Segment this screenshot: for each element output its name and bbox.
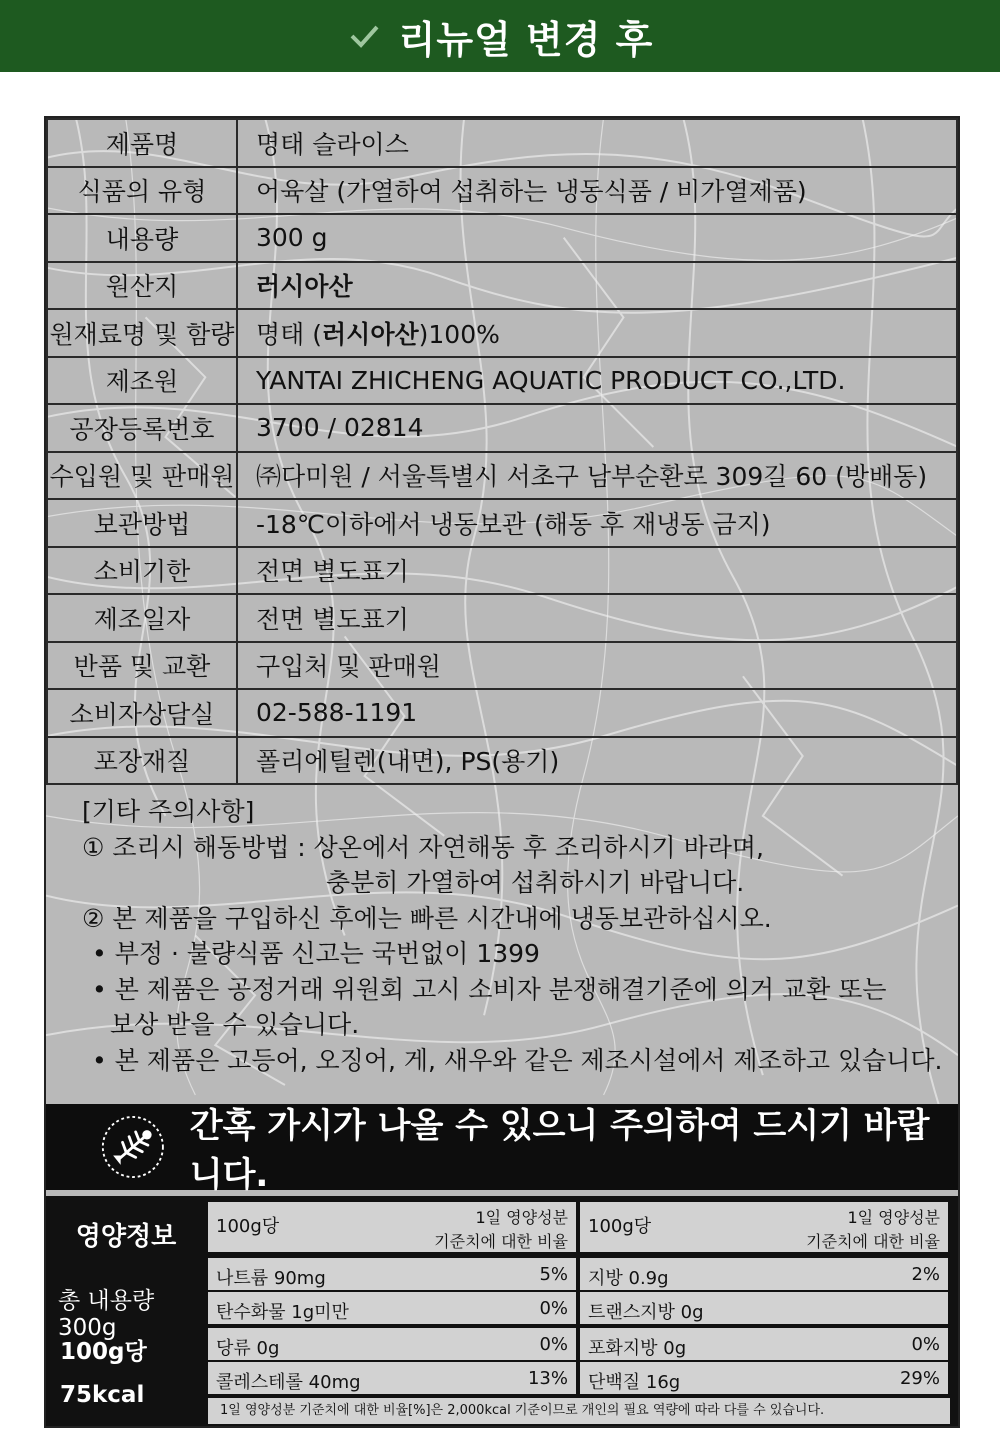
product-label	[44, 116, 960, 1428]
table-row	[47, 309, 957, 357]
table-row	[47, 499, 957, 547]
nutrient-row	[208, 1258, 576, 1290]
fish-bone-icon	[100, 1112, 166, 1182]
bullet-item: • 본 제품은 공정거래 위원회 고시 소비자 분쟁해결기준에 의거 교환 또는	[92, 974, 887, 1004]
row-key: 소비자상담실	[47, 689, 237, 737]
row-value: YANTAI ZHICHENG AQUATIC PRODUCT CO.,LTD.	[237, 357, 957, 405]
nutrient-pct: 2%	[911, 1264, 940, 1285]
checkmark-icon	[347, 19, 381, 53]
nutrient-row	[580, 1362, 948, 1394]
row-value	[237, 309, 957, 357]
nutrient-row	[208, 1362, 576, 1394]
header-daily-line2: 기준치에 대한 비율	[806, 1232, 940, 1251]
bullet-item-continued: 보상 받을 수 있습니다.	[110, 1010, 360, 1039]
nutrition-facts	[46, 1196, 958, 1428]
row-key: 식품의 유형	[47, 167, 237, 215]
table-row	[47, 119, 957, 167]
header-daily-line2: 기준치에 대한 비율	[434, 1232, 568, 1251]
value-text: 명태 (	[256, 319, 323, 349]
row-key: 수입원 및 판매원	[47, 452, 237, 500]
row-key: 반품 및 교환	[47, 642, 237, 690]
nutrient-pct: 0%	[539, 1334, 568, 1355]
nutrient-row	[580, 1328, 948, 1360]
product-info-table	[46, 118, 958, 785]
row-value: 명태 슬라이스	[237, 119, 957, 167]
nutrient-pct: 0%	[539, 1298, 568, 1319]
row-value: 폴리에틸렌(내면), PS(용기)	[237, 737, 957, 785]
nutrition-footnote: 1일 영양성분 기준치에 대한 비율[%]은 2,000kcal 기준이므로 개인의 필요 역량에 따라 다를 수 있습니다.	[208, 1398, 950, 1424]
precautions-title: [기타 주의사항]	[82, 797, 255, 826]
table-row	[47, 642, 957, 690]
row-value: 러시아산	[237, 262, 957, 310]
precaution-item: ② 본 제품을 구입하신 후에는 빠른 시간내에 냉동보관하십시오.	[82, 903, 772, 933]
banner-title: 리뉴얼 변경 후	[398, 17, 654, 62]
nutrient-pct: 5%	[539, 1264, 568, 1285]
header-daily-value	[434, 1206, 568, 1254]
row-key: 제조일자	[47, 594, 237, 642]
row-value: -18℃이하에서 냉동보관 (해동 후 재냉동 금지)	[237, 499, 957, 547]
header-per: 100g당	[216, 1216, 280, 1237]
nutrient-row	[580, 1292, 948, 1324]
table-row	[47, 357, 957, 405]
nutrient-name: 콜레스테롤 40mg	[216, 1372, 361, 1393]
nutrition-header	[208, 1202, 576, 1252]
precautions-section	[82, 794, 952, 1078]
nutrient-name: 탄수화물 1g미만	[216, 1302, 349, 1323]
nutrient-row	[580, 1258, 948, 1290]
nutrition-kcal: 75kcal	[60, 1382, 145, 1408]
nutrient-pct: 13%	[527, 1368, 568, 1389]
nutrient-row	[208, 1292, 576, 1324]
row-value: 전면 별도표기	[237, 547, 957, 595]
nutrient-row	[208, 1328, 576, 1360]
precaution-item: ① 조리시 해동방법 : 상온에서 자연해동 후 조리하시기 바라며,	[82, 832, 764, 862]
row-value: 3700 / 02814	[237, 404, 957, 452]
row-value: 300 g	[237, 214, 957, 262]
table-row	[47, 737, 957, 785]
nutrition-summary	[46, 1196, 206, 1428]
table-row	[47, 547, 957, 595]
header-per: 100g당	[588, 1216, 652, 1237]
row-key: 소비기한	[47, 547, 237, 595]
row-key: 공장등록번호	[47, 404, 237, 452]
row-key: 포장재질	[47, 737, 237, 785]
table-row	[47, 167, 957, 215]
nutrition-per: 100g당	[60, 1339, 147, 1365]
table-row	[47, 452, 957, 500]
header-daily-value	[806, 1206, 940, 1254]
table-row	[47, 594, 957, 642]
header-daily-line1: 1일 영양성분	[475, 1208, 568, 1227]
table-row	[47, 262, 957, 310]
bone-warning-bar	[46, 1104, 958, 1195]
precaution-item-continued: 충분히 가열하여 섭취하시기 바랍니다.	[326, 868, 745, 897]
nutrition-header	[580, 1202, 948, 1252]
nutrient-name: 단백질 16g	[588, 1372, 681, 1393]
nutrient-pct: 29%	[899, 1368, 940, 1389]
origin-emphasis: 러시아산	[322, 319, 419, 349]
table-row	[47, 404, 957, 452]
bone-warning-text: 간혹 가시가 나올 수 있으니 주의하여 드시기 바랍니다.	[189, 1106, 930, 1195]
bullet-item: • 본 제품은 고등어, 오징어, 게, 새우와 같은 제조시설에서 제조하고 있습니다.	[92, 1045, 943, 1075]
nutrient-name: 당류 0g	[216, 1338, 280, 1359]
row-key: 제조원	[47, 357, 237, 405]
row-key: 보관방법	[47, 499, 237, 547]
row-value: 02-588-1191	[237, 689, 957, 737]
row-value: 전면 별도표기	[237, 594, 957, 642]
nutrient-pct: 0%	[911, 1334, 940, 1355]
table-row	[47, 214, 957, 262]
value-text: )100%	[418, 319, 500, 349]
row-value: 어육살 (가열하여 섭취하는 냉동식품 / 비가열제품)	[237, 167, 957, 215]
nutrient-name: 포화지방 0g	[588, 1338, 687, 1359]
header-banner	[0, 0, 1000, 72]
bullet-item: • 부정 · 불량식품 신고는 국번없이 1399	[92, 939, 540, 968]
header-daily-line1: 1일 영양성분	[847, 1208, 940, 1227]
nutrient-name: 지방 0.9g	[588, 1268, 669, 1289]
row-key: 제품명	[47, 119, 237, 167]
row-key: 원재료명 및 함량	[47, 309, 237, 357]
row-value: 구입처 및 판매원	[237, 642, 957, 690]
row-value: ㈜다미원 / 서울특별시 서초구 남부순환로 309길 60 (방배동)	[237, 452, 957, 500]
nutrition-title: 영양정보	[75, 1222, 177, 1252]
nutrient-name: 트랜스지방 0g	[588, 1302, 704, 1323]
nutrition-total: 총 내용량 300g	[58, 1288, 155, 1341]
row-key: 내용량	[47, 214, 237, 262]
row-key: 원산지	[47, 262, 237, 310]
table-row	[47, 689, 957, 737]
nutrient-name: 나트륨 90mg	[216, 1268, 326, 1289]
